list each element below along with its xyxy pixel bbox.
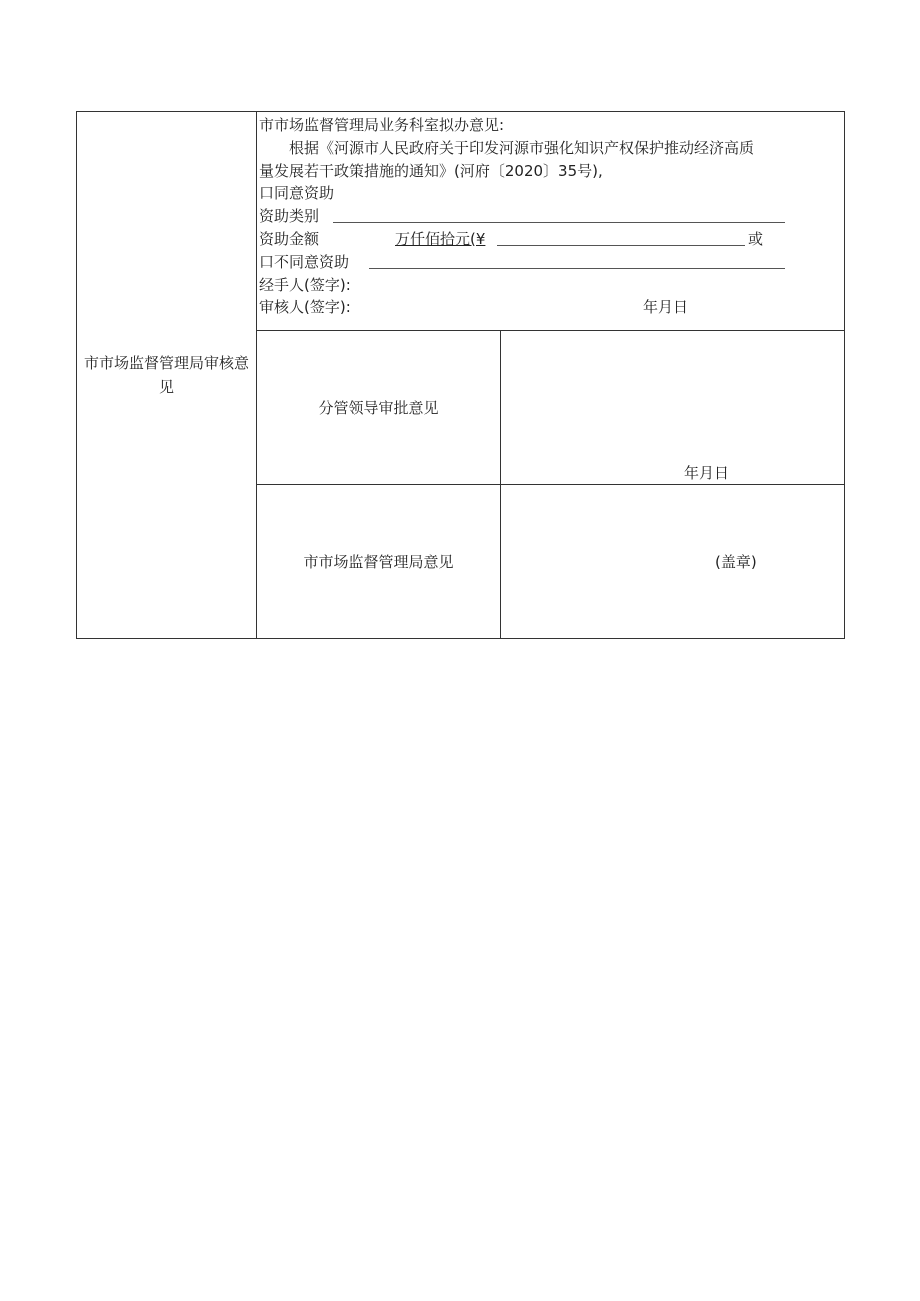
category-label: 资助类别 [259, 207, 320, 225]
agree-option[interactable]: 口同意资助 [259, 184, 335, 202]
or-text: 或 [748, 230, 764, 248]
bureau-seal: (盖章) [715, 553, 757, 571]
draft-heading: 市市场监督管理局业务科室拟办意见: [259, 116, 505, 134]
category-blank[interactable] [333, 222, 785, 223]
amount-label: 资助金额 [259, 230, 320, 248]
disagree-blank[interactable] [369, 268, 785, 269]
amount-units: 万仟佰拾元(¥ [395, 230, 486, 248]
divider-after-leader [256, 484, 844, 485]
reviewer-signature: 审核人(签字): [259, 298, 351, 316]
review-form-table [76, 111, 845, 639]
bureau-opinion-label: 市市场监督管理局意见 [303, 553, 454, 571]
basis-text-line2: 量发展若干政策措施的通知》(河府〔2020〕35号), [259, 162, 603, 180]
divider-after-draft [256, 330, 844, 331]
amount-blank[interactable] [497, 245, 745, 246]
basis-text-line1: 根据《河源市人民政府关于印发河源市强化知识产权保护推动经济高质 [289, 139, 755, 157]
handler-signature: 经手人(签字): [259, 276, 351, 294]
leader-approval-label: 分管领导审批意见 [318, 399, 439, 417]
leader-approval-date: 年月日 [684, 464, 730, 482]
disagree-option[interactable]: 口不同意资助 [259, 253, 350, 271]
review-section-label: 市市场监督管理局审核意见 [83, 354, 249, 396]
divider-middle-column [500, 330, 501, 638]
draft-date: 年月日 [643, 298, 689, 316]
